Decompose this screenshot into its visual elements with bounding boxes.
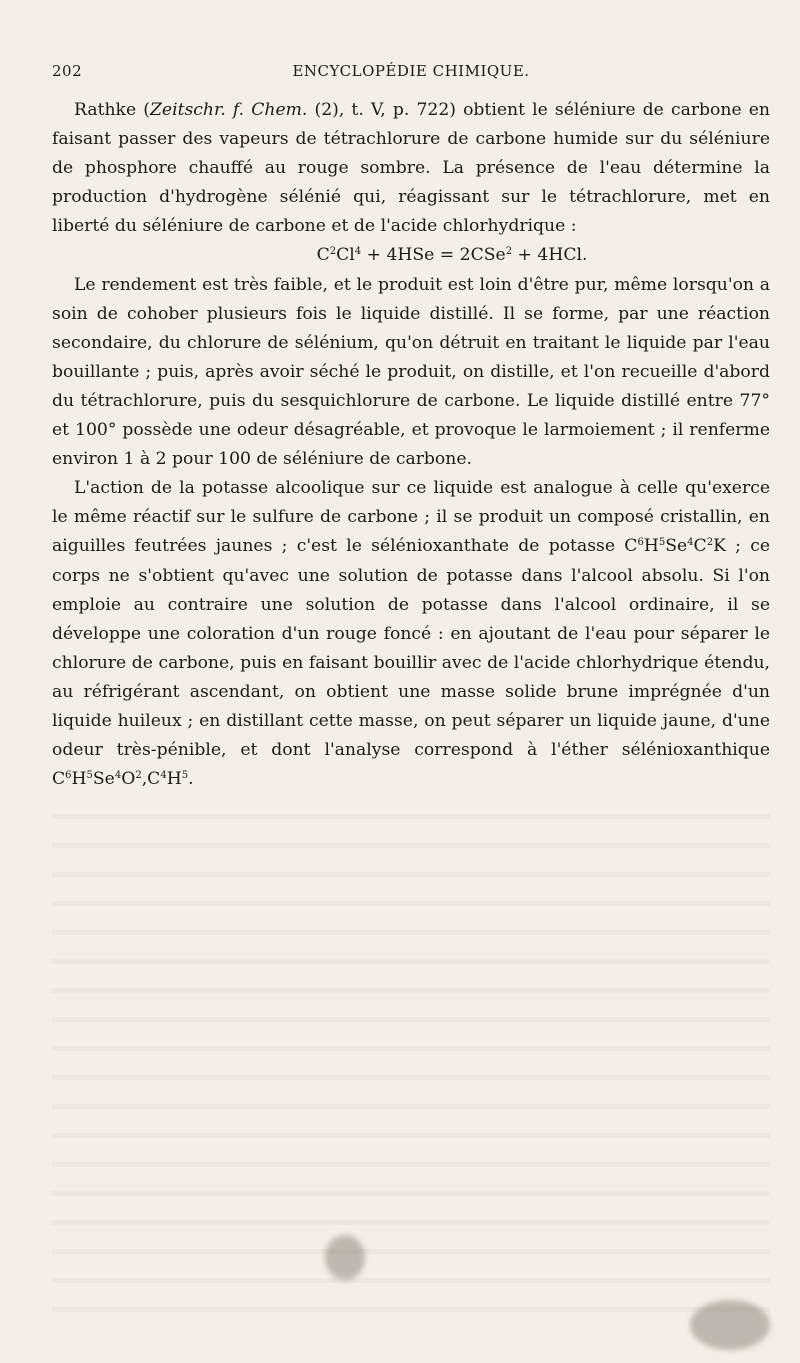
main-text [52, 96, 770, 794]
paragraph-rathke: Rathke (Zeitschr. f. Chem. (2), t. V, p. 722) obtient le séléniure de carbone en faisant passer des vapeurs de tétrachlorure de carbone humide sur du séléniure de phosphore chauffé au rouge sombre. La présence de l'eau détermine la production d'hydrogène sélénié qui, réagissant sur le tétrachlorure, met en liberté du séléniure de carbone et de l'acide chlorhydrique : [52, 100, 770, 237]
paragraph-rendement: Le rendement est très faible, et le produit est loin d'être pur, même lorsqu'on a soin de cohober plusieurs fois le liquide distillé. Il se forme, par une réaction secondaire, du chlorure de sélénium, qu'on détruit en traitant le liquide par l'eau bouillante ; puis, après avoir séché le produit, on distille, et l'on recueille d'abord du tétrachlorure, puis du sesquichlorure de carbone. Le liquide distillé entre 77° et 100° possède une odeur désagréable, et provoque le larmoiement ; il renferme environ 1 à 2 pour 100 de séléniure de carbone. [52, 274, 770, 470]
page-header [52, 62, 770, 86]
formula-xanthate: $C^6H^5Se^4C^2K$ [624, 536, 726, 557]
page-number: 202 [52, 62, 83, 80]
bleed-through-text [52, 800, 770, 1320]
journal-citation: Zeitschr. f. Chem. [149, 100, 308, 120]
ink-smudge [690, 1300, 770, 1350]
paragraph-potasse: L'action de la potasse alcoolique sur ce liquide est analogue à celle qu'exerce le même réactif sur le sulfure de carbone ; il se produit un composé cristallin, en aiguilles feutrées jaunes ; c'est le sélénioxanthate de potasse $C^6H^5Se^4C^2K$ ; ce corps ne s'obtient qu'avec une solution de potasse dans l'alcool absolu. Si l'on emploie au contraire une solution de potasse dans l'alcool ordinaire, il se développe une coloration d'un rouge foncé : en ajoutant de l'eau pour séparer le chlorure de carbone, puis en faisant bouillir avec de l'acide chlorhydrique étendu, au réfrigérant ascendant, on obtient une masse solide brune imprégnée d'un liquide huileux ; en distillant cette masse, on peut séparer un liquide jaune, d'une odeur très-pénible, et dont l'analyse correspond à l'éther sélénioxanthique $C^6H^5Se^4O^2,C^4H^5$. [52, 478, 771, 790]
reaction-equation: $C^2Cl^4 + 4HSe = 2CSe^2 + 4HCl$. [316, 245, 588, 266]
ink-smudge [325, 1235, 365, 1280]
running-title: ENCYCLOPÉDIE CHIMIQUE. [292, 62, 530, 80]
formula-ether: $C^6H^5Se^4O^2,C^4H^5$ [52, 769, 189, 790]
